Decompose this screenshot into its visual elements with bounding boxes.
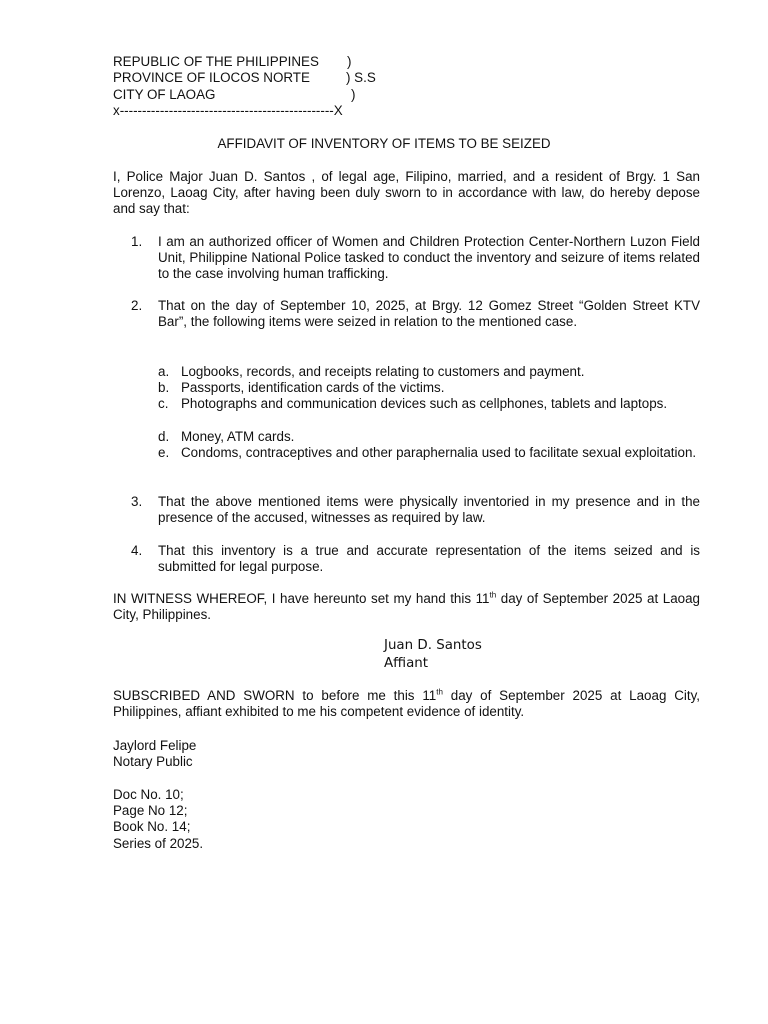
caption-province: PROVINCE OF ILOCOS NORTE [113, 70, 310, 85]
seized-item [158, 429, 700, 445]
seized-item [158, 445, 700, 461]
list-item [131, 494, 700, 526]
seized-item-text: Photographs and communication devices such as cellphones, tablets and laptops. [181, 396, 668, 411]
seized-item-letter: b. [158, 380, 170, 395]
affiant-name: Juan D. Santos [384, 638, 482, 653]
ordinal-suffix: th [436, 687, 443, 697]
jurat-paragraph [113, 688, 700, 720]
seized-item-text: Condoms, contraceptives and other paraphernalia used to facilitate sexual exploitation. [181, 445, 697, 460]
intro-text: I, Police Major Juan D. Santos , of legal age, Filipino, married, and a resident of Brgy. 1 San Lorenzo, Laoag City, after having been duly sworn to in accordance with law, do hereby depose and say that: [113, 169, 700, 216]
seized-item-letter: d. [158, 429, 170, 444]
book-number: Book No. 14; [113, 819, 191, 834]
list-item [131, 234, 700, 282]
notary-title: Notary Public [113, 754, 193, 769]
caption-city: CITY OF LAOAG [113, 87, 216, 102]
jurat-text-end: day of September 2025 at Laoag City, Philippines, affiant exhibited to me his competent evidence of identity. [113, 688, 701, 719]
seized-item-letter: c. [158, 396, 169, 411]
notary-name: Jaylord Felipe [113, 738, 197, 753]
caption-rule: x------------------------------------------------X [113, 103, 343, 118]
jurat-text: SUBSCRIBED AND SWORN to before me this 11 [113, 688, 437, 703]
seized-item-letter: e. [158, 445, 170, 460]
caption-bracket: ) [347, 54, 352, 69]
document-title: AFFIDAVIT OF INVENTORY OF ITEMS TO BE SEIZED [217, 136, 551, 151]
item-number: 3. [131, 494, 143, 509]
seized-item-text: Passports, identification cards of the victims. [181, 380, 445, 395]
witness-text: IN WITNESS WHEREOF, I have hereunto set my hand this 11 [113, 591, 490, 606]
ordinal-suffix: th [489, 590, 497, 600]
witness-paragraph [113, 591, 700, 623]
item-number: 2. [131, 298, 143, 313]
seized-item-text: Money, ATM cards. [181, 429, 295, 444]
seized-item [158, 380, 700, 396]
item-text: That on the day of September 10, 2025, at Brgy. 12 Gomez Street “Golden Street KTV Bar”, the following items were seized in relation to the mentioned case. [158, 298, 700, 329]
intro-paragraph [113, 169, 700, 217]
seized-item-letter: a. [158, 364, 170, 379]
item-text: I am an authorized officer of Women and Children Protection Center-Northern Luzon Field Unit, Philippine National Police tasked to conduct the inventory and seizure of items related to the case involving human trafficking. [158, 234, 700, 281]
doc-number: Doc No. 10; [113, 787, 184, 802]
affiant-label: Affiant [384, 656, 429, 671]
caption-bracket: ) [351, 87, 356, 102]
item-number: 4. [131, 543, 143, 558]
caption-ss: ) S.S [346, 70, 376, 85]
item-text: That this inventory is a true and accurate representation of the items seized and is submitted for legal purpose. [158, 543, 700, 574]
seized-item [158, 364, 700, 380]
witness-text-end: day of September 2025 at Laoag City, Philippines. [113, 591, 700, 622]
item-text: That the above mentioned items were physically inventoried in my presence and in the presence of the accused, witnesses as required by law. [158, 494, 700, 525]
page-number: Page No 12; [113, 803, 188, 818]
list-item [131, 298, 700, 330]
caption-republic: REPUBLIC OF THE PHILIPPINES [113, 54, 319, 69]
seized-item [158, 396, 700, 412]
item-number: 1. [131, 234, 143, 249]
list-item [131, 543, 700, 575]
series-year: Series of 2025. [113, 836, 204, 851]
seized-item-text: Logbooks, records, and receipts relating to customers and payment. [181, 364, 585, 379]
